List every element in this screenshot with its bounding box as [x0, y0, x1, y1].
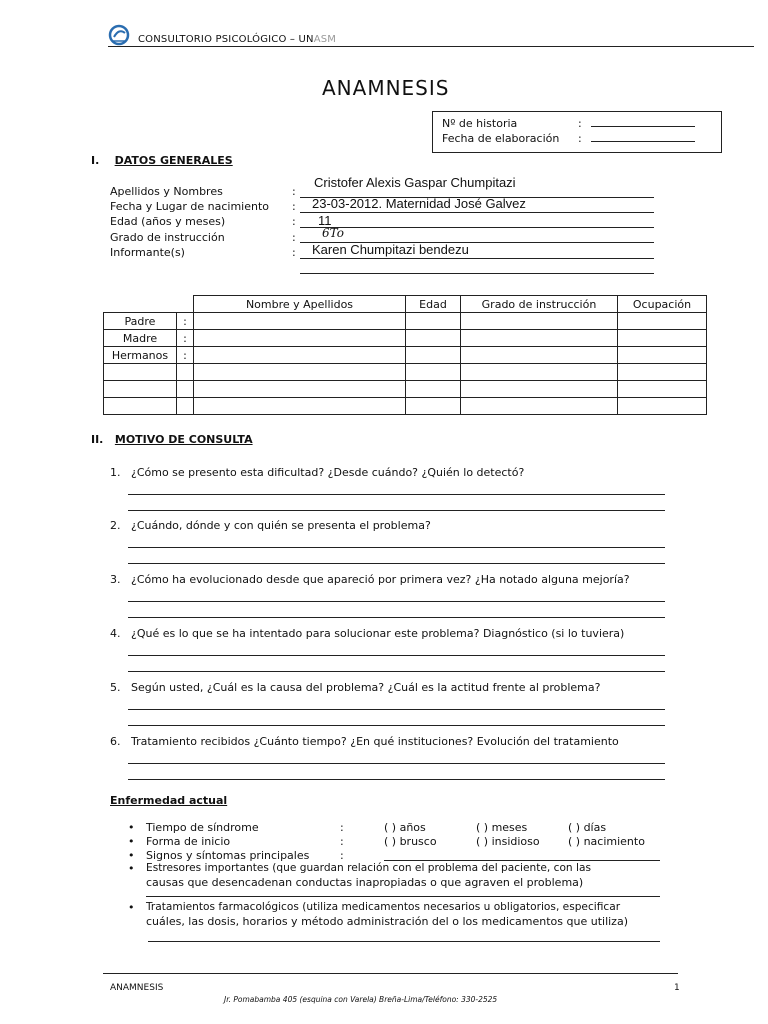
table-cell[interactable] [406, 330, 461, 347]
table-cell[interactable] [194, 313, 406, 330]
question-1: 1. ¿Cómo se presento esta dificultad? ¿Desde cuándo? ¿Quién lo detectó? [110, 466, 525, 479]
field-line-nacimiento[interactable] [300, 212, 654, 213]
answer-line[interactable] [128, 655, 665, 656]
row-label: Madre [104, 330, 177, 347]
option-brusco[interactable]: ( ) brusco [384, 835, 437, 848]
footer-rule [103, 973, 678, 974]
row-label: Padre [104, 313, 177, 330]
bullet-dot: • [128, 835, 135, 848]
table-row [104, 381, 707, 398]
field-line-edad[interactable] [300, 227, 654, 228]
field-colon: : [292, 246, 296, 259]
table-cell[interactable] [461, 330, 618, 347]
tratamientos-line-2: cuáles, las dosis, horarios y método administración del o los medicamentos que utiliza) [146, 915, 628, 928]
col-header-ocupacion: Ocupación [618, 296, 707, 313]
historia-label: Nº de historia [442, 117, 518, 130]
table-row: Madre : [104, 330, 707, 347]
table-cell[interactable] [461, 398, 618, 415]
field-label-nacimiento: Fecha y Lugar de nacimiento [110, 200, 270, 213]
answer-line[interactable] [128, 617, 665, 618]
field-colon: : [292, 231, 296, 244]
signos-field[interactable] [384, 860, 660, 861]
row-label: Hermanos [104, 347, 177, 364]
answer-line[interactable] [128, 494, 665, 495]
field-value-nacimiento: 23-03-2012. Maternidad José Galvez [312, 196, 526, 211]
table-cell[interactable] [194, 398, 406, 415]
row-label [104, 381, 177, 398]
field-value-nombres: Cristofer Alexis Gaspar Chumpitazi [314, 175, 516, 190]
bullet-forma: • Forma de inicio : ( ) brusco ( ) insidioso ( ) nacimiento [128, 835, 645, 848]
table-cell[interactable] [194, 364, 406, 381]
option-insidioso[interactable]: ( ) insidioso [476, 835, 540, 848]
field-line-extra[interactable] [300, 273, 654, 274]
col-header-edad: Edad [406, 296, 461, 313]
bullet-tiempo: • Tiempo de síndrome : ( ) años ( ) meses ( ) días [128, 821, 607, 834]
forma-label: Forma de inicio [146, 835, 231, 848]
bullet-dot: • [128, 862, 135, 875]
table-cell[interactable] [618, 381, 707, 398]
answer-line[interactable] [128, 510, 665, 511]
field-value-grado: 6To [322, 226, 344, 240]
bullet-dot: • [128, 849, 135, 862]
question-6: 6. Tratamiento recibidos ¿Cuánto tiempo? ¿En qué instituciones? Evolución del tratamiento [110, 735, 619, 748]
elaboracion-label: Fecha de elaboración [442, 132, 560, 145]
col-header-grado: Grado de instrucción [461, 296, 618, 313]
option-dias[interactable]: ( ) días [568, 821, 607, 834]
table-cell[interactable] [618, 347, 707, 364]
field-label-edad: Edad (años y meses) [110, 215, 226, 228]
tratamientos-line-1: Tratamientos farmacológicos (utiliza medicamentos necesarios u obligatorios, especificar [146, 901, 621, 913]
table-cell[interactable] [406, 364, 461, 381]
field-value-informante: Karen Chumpitazi bendezu [312, 242, 469, 257]
field-colon: : [292, 185, 296, 198]
field-colon: : [292, 200, 296, 213]
tratamientos-field[interactable] [148, 941, 660, 942]
table-cell[interactable] [406, 381, 461, 398]
answer-line[interactable] [128, 779, 665, 780]
bullet-estresores [128, 862, 668, 902]
enfermedad-heading: Enfermedad actual [110, 794, 228, 807]
option-nacimiento[interactable]: ( ) nacimiento [568, 835, 645, 848]
table-cell[interactable] [406, 398, 461, 415]
field-value-edad: 11 [318, 213, 332, 228]
table-cell[interactable] [406, 313, 461, 330]
answer-line[interactable] [128, 671, 665, 672]
table-row [104, 364, 707, 381]
page-number: 1 [674, 983, 680, 993]
table-cell[interactable] [618, 330, 707, 347]
footer-address: Jr. Pomabamba 405 (esquina con Varela) Breña-Lima/Teléfono: 330-2525 [224, 995, 498, 1004]
signos-label: Signos y síntomas principales [146, 849, 310, 862]
historia-field[interactable] [591, 126, 695, 127]
elaboracion-colon: : [578, 132, 582, 145]
field-line-informante[interactable] [300, 258, 654, 259]
table-cell[interactable] [618, 398, 707, 415]
bullet-signos: • Signos y síntomas principales : [128, 849, 668, 863]
table-row: Padre : [104, 313, 707, 330]
field-label-grado: Grado de instrucción [110, 231, 225, 244]
org-name: CONSULTORIO PSICOLÓGICO – UNASM [138, 34, 337, 45]
table-row [104, 398, 707, 415]
answer-line[interactable] [128, 763, 665, 764]
field-label-nombres: Apellidos y Nombres [110, 185, 223, 198]
table-cell[interactable] [618, 313, 707, 330]
question-2: 2. ¿Cuándo, dónde y con quién se presenta el problema? [110, 519, 431, 532]
section-1-heading: I. DATOS GENERALES [91, 154, 233, 167]
answer-line[interactable] [128, 547, 665, 548]
field-colon: : [292, 215, 296, 228]
row-label [104, 398, 177, 415]
section-2-heading: II. MOTIVO DE CONSULTA [91, 433, 253, 446]
table-cell[interactable] [461, 313, 618, 330]
page-title: ANAMNESIS [322, 76, 450, 100]
answer-line[interactable] [128, 563, 665, 564]
table-cell[interactable] [194, 347, 406, 364]
historia-colon: : [578, 117, 582, 130]
footer-label: ANAMNESIS [110, 983, 164, 993]
col-header-nombre: Nombre y Apellidos [194, 296, 406, 313]
estresores-field[interactable] [146, 896, 660, 897]
answer-line[interactable] [128, 601, 665, 602]
university-logo-icon [108, 24, 130, 46]
header-rule [108, 46, 754, 47]
question-5: 5. Según usted, ¿Cuál es la causa del problema? ¿Cuál es la actitud frente al problema? [110, 681, 601, 694]
table-cell[interactable] [406, 347, 461, 364]
meta-box [432, 111, 722, 153]
table-cell[interactable] [618, 364, 707, 381]
table-cell[interactable] [461, 347, 618, 364]
question-4: 4. ¿Qué es lo que se ha intentado para solucionar este problema? Diagnóstico (si lo tuviera) [110, 627, 625, 640]
estresores-line-1: Estresores importantes (que guardan relación con el problema del paciente, con las [146, 862, 591, 874]
question-3: 3. ¿Cómo ha evolucionado desde que apareció por primera vez? ¿Ha notado alguna mejoría? [110, 573, 630, 586]
answer-line[interactable] [128, 725, 665, 726]
estresores-line-2: causas que desencadenan conductas inapropiadas o que agraven el problema) [146, 876, 584, 889]
field-label-informante: Informante(s) [110, 246, 185, 259]
elaboracion-field[interactable] [591, 141, 695, 142]
table-cell[interactable] [194, 381, 406, 398]
table-cell[interactable] [461, 364, 618, 381]
table-row: Hermanos : [104, 347, 707, 364]
bullet-dot: • [128, 901, 135, 914]
row-label [104, 364, 177, 381]
bullet-dot: • [128, 821, 135, 834]
tiempo-label: Tiempo de síndrome [146, 821, 259, 834]
bullet-tratamientos [128, 901, 668, 945]
family-table [103, 295, 707, 415]
table-header-row [104, 296, 707, 313]
answer-line[interactable] [128, 709, 665, 710]
table-cell[interactable] [461, 381, 618, 398]
option-meses[interactable]: ( ) meses [476, 821, 528, 834]
header [108, 24, 754, 48]
option-anos[interactable]: ( ) años [384, 821, 426, 834]
table-cell[interactable] [194, 330, 406, 347]
